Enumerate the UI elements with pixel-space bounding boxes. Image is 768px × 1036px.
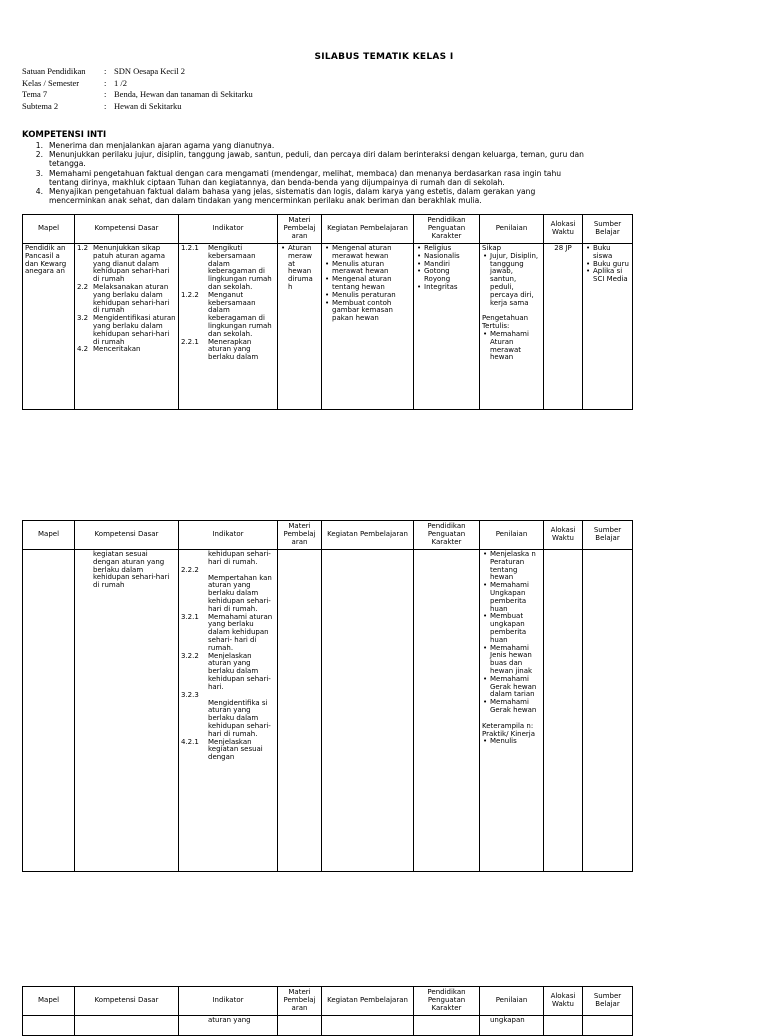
indikator-text: Menerapkan aturan yang berlaku dalam — [208, 337, 259, 362]
list-item — [22, 141, 587, 150]
indikator-text: Memahami aturan yang berlaku dalam kehidupan sehari- hari di rumah. — [208, 612, 273, 652]
indikator-number: 2.2.1 — [181, 337, 199, 346]
header-materi: Materi Pembelaj aran — [278, 521, 322, 550]
indikator-item — [181, 739, 275, 762]
indikator-item — [181, 245, 275, 292]
list-text: Menerima dan menjalankan ajaran agama yang dianutnya. — [49, 141, 275, 150]
list-item — [22, 169, 587, 187]
info-separator: : — [104, 77, 107, 88]
header-sumber: Sumber Belajar — [583, 987, 633, 1016]
info-row-subtema — [22, 101, 253, 113]
header-kegiatan: Kegiatan Pembelajaran — [322, 521, 414, 550]
kompetensi-inti-heading: KOMPETENSI INTI — [22, 130, 107, 140]
table-header-row — [23, 987, 633, 1016]
page-title: SILABUS TEMATIK KELAS I — [314, 52, 454, 62]
list-item: • Mengenal aturan merawat hewan — [324, 245, 411, 261]
list-item: • Religius — [416, 245, 477, 253]
list-item: • Memahami Aturan merawat hewan — [482, 331, 541, 362]
list-item: • Membuat ungkapan pemberita huan — [482, 613, 541, 644]
header-kegiatan: Kegiatan Pembelajaran — [322, 215, 414, 244]
indikator-number: 1.2.2 — [181, 290, 199, 299]
info-value: SDN Oesapa Kecil 2 — [114, 66, 186, 76]
indikator-number: 2.2.2 — [181, 565, 199, 574]
cell-penilaian — [480, 550, 544, 872]
header-ppk: Pendidikan Penguatan Karakter — [414, 521, 480, 550]
cell-ppk — [414, 244, 480, 410]
indikator-number: 3.2.1 — [181, 612, 199, 621]
header-kegiatan: Kegiatan Pembelajaran — [322, 987, 414, 1016]
header-mapel: Mapel — [23, 987, 75, 1016]
cell-penilaian: ungkapan — [480, 1016, 544, 1036]
indikator-continuation: kehidupan sehari-hari di rumah. — [208, 550, 271, 566]
info-value: Hewan di Sekitarku — [114, 100, 182, 111]
info-value: 1 /2 — [114, 77, 127, 88]
kompetensi-inti-list — [22, 141, 587, 205]
cell-ppk — [414, 1016, 480, 1036]
cell-indikator — [179, 244, 278, 410]
table-row — [23, 550, 633, 872]
table-header-row — [23, 215, 633, 244]
cell-alokasi — [544, 1016, 583, 1036]
table-header-row — [23, 521, 633, 550]
indikator-item — [181, 692, 275, 739]
info-separator: : — [104, 66, 107, 76]
indikator-number: 4.2.1 — [181, 737, 199, 746]
header-penilaian: Penilaian — [480, 521, 544, 550]
kd-number: 1.2 — [77, 244, 89, 252]
list-item: • Memahami Ungkapan pemberita huan — [482, 582, 541, 613]
indikator-number: 1.2.1 — [181, 244, 199, 252]
header-indikator: Indikator — [179, 521, 278, 550]
list-number: 2. — [35, 150, 43, 160]
info-row-satuan — [22, 66, 253, 78]
penilaian-sikap-label: Sikap — [482, 244, 502, 252]
list-number: 4. — [35, 187, 43, 197]
list-item — [22, 150, 587, 168]
cell-materi — [278, 1016, 322, 1036]
header-kompetensi-dasar: Kompetensi Dasar — [75, 521, 179, 550]
cell-alokasi: 28 JP — [544, 244, 583, 410]
kd-text: Mengidentifikasi aturan yang berlaku dalam kehidupan sehari-hari di rumah — [93, 314, 176, 346]
indikator-text: Menganut kebersamaan dalam keberagaman di lingkungan rumah dan sekolah. — [208, 290, 272, 338]
list-item: • Memahami Gerak hewan dalam tarian — [482, 676, 541, 699]
info-label: Subtema 2 — [22, 100, 59, 111]
header-mapel: Mapel — [23, 521, 75, 550]
info-separator: : — [104, 100, 107, 111]
syllabus-table-2 — [22, 520, 633, 872]
kd-item — [77, 346, 176, 354]
cell-penilaian — [480, 244, 544, 410]
list-item: • Mengenal aturan tentang hewan — [324, 276, 411, 292]
indikator-item — [181, 292, 275, 339]
list-item: • Jujur, Disiplin, tanggung jawab, santun, peduli, percaya diri, kerja sama — [482, 253, 541, 308]
indikator-number: 3.2.2 — [181, 651, 199, 660]
kd-text: Menunjukkan sikap patuh aturan agama yang dianut dalam kehidupan sehari-hari di rumah — [93, 244, 170, 284]
cell-kompetensi-dasar — [75, 1016, 179, 1036]
header-indikator: Indikator — [179, 987, 278, 1016]
kd-item — [77, 245, 176, 284]
kd-item — [77, 284, 176, 315]
list-item: • Buku siswa — [585, 245, 630, 261]
header-sumber: Sumber Belajar — [583, 521, 633, 550]
list-item: • Buku guru — [585, 261, 630, 269]
list-item: • Menjelaska n Peraturan tentang hewan — [482, 551, 541, 582]
header-indikator: Indikator — [179, 215, 278, 244]
cell-sumber — [583, 550, 633, 872]
cell-kompetensi-dasar — [75, 244, 179, 410]
cell-kompetensi-dasar: kegiatan sesuai dengan aturan yang berlaku dalam kehidupan sehari-hari di rumah — [75, 550, 179, 872]
kd-text: Melaksanakan aturan yang berlaku dalam kehidupan sehari-hari di rumah — [93, 282, 170, 315]
cell-indikator — [179, 550, 278, 872]
list-item: • Membuat contoh gambar kemasan pakan hewan — [324, 300, 411, 323]
table-row — [23, 1016, 633, 1036]
table-row — [23, 244, 633, 410]
penilaian-keterampilan-label: Keterampila n: Praktik/ Kinerja — [482, 721, 536, 738]
indikator-number: 3.2.3 — [181, 690, 199, 699]
indikator-text: Menjelaskan kegiatan sesuai dengan — [208, 737, 263, 762]
indikator-item — [181, 614, 275, 653]
cell-alokasi — [544, 550, 583, 872]
kd-number: 2.2 — [77, 282, 89, 291]
header-sumber: Sumber Belajar — [583, 215, 633, 244]
indikator-item — [181, 339, 275, 362]
header-materi: Materi Pembelaj aran — [278, 215, 322, 244]
syllabus-table-3 — [22, 986, 633, 1036]
penilaian-pengetahuan-label: Pengetahuan Tertulis: — [482, 314, 529, 331]
header-kompetensi-dasar: Kompetensi Dasar — [75, 215, 179, 244]
info-label: Kelas / Semester — [22, 77, 80, 88]
header-ppk: Pendidikan Penguatan Karakter — [414, 215, 480, 244]
list-item: • Menulis — [482, 738, 541, 746]
list-item: • Menulis aturan merawat hewan — [324, 261, 411, 277]
list-item: • Integritas — [416, 284, 477, 292]
info-separator: : — [104, 89, 107, 99]
cell-mapel: Pendidik an Pancasil a dan Kewarg anegara an — [23, 244, 75, 410]
cell-kegiatan — [322, 244, 414, 410]
list-item: • Aturan meraw at hewan diruma h — [280, 245, 319, 292]
header-alokasi: Alokasi Waktu — [544, 987, 583, 1016]
list-item: • Aplika si SCI Media — [585, 268, 630, 284]
header-ppk: Pendidikan Penguatan Karakter — [414, 987, 480, 1016]
header-mapel: Mapel — [23, 215, 75, 244]
header-penilaian: Penilaian — [480, 215, 544, 244]
list-item: • Memahami Jenis hewan buas dan hewan jinak — [482, 645, 541, 676]
info-value: Benda, Hewan dan tanaman di Sekitarku — [114, 89, 253, 99]
list-item: • Mandiri — [416, 261, 477, 269]
list-number: 3. — [35, 168, 43, 178]
list-text: Memahami pengetahuan faktual dengan cara mengamati (mendengar, melihat, membaca) dan menanya berdasarkan rasa ingin tahu tentang dirinya, makhluk ciptaan Tuhan dan kegiatannya, dan benda-benda yang dijumpainya di rumah dan di sekolah. — [49, 168, 562, 187]
list-text: Menyajikan pengetahuan faktual dalam bahasa yang jelas, sistematis dan logis, dalam karya yang estetis, dalam gerakan yang mencerminkan anak sehat, dan dalam tindakan yang mencerminkan perilaku anak beriman dan berakhlak mulia. — [49, 187, 536, 206]
header-materi: Materi Pembelaj aran — [278, 987, 322, 1016]
info-label: Tema 7 — [22, 89, 48, 99]
cell-sumber — [583, 1016, 633, 1036]
cell-mapel — [23, 1016, 75, 1036]
kd-text: Menceritakan — [93, 345, 141, 354]
header-penilaian: Penilaian — [480, 987, 544, 1016]
indikator-item — [181, 567, 275, 614]
syllabus-table-1 — [22, 214, 633, 410]
list-item: • Nasionalis — [416, 253, 477, 261]
indikator-text: Mengikuti kebersamaan dalam keberagaman di lingkungan rumah dan sekolah. — [208, 244, 272, 291]
list-item: • Menulis peraturan — [324, 292, 411, 300]
header-alokasi: Alokasi Waktu — [544, 215, 583, 244]
header-alokasi: Alokasi Waktu — [544, 521, 583, 550]
indikator-text: Menjelaskan aturan yang berlaku dalam kehidupan sehari- hari. — [208, 651, 271, 691]
kd-item — [77, 315, 176, 346]
cell-kegiatan — [322, 550, 414, 872]
list-text: Menunjukkan perilaku jujur, disiplin, tanggung jawab, santun, peduli, dan percaya diri dalam berinteraksi dengan keluarga, teman, guru dan tetangga. — [49, 150, 584, 169]
indikator-item — [181, 653, 275, 692]
indikator-text: Mempertahan kan aturan yang berlaku dalam kehidupan sehari- hari di rumah. — [208, 573, 272, 613]
header-kompetensi-dasar: Kompetensi Dasar — [75, 987, 179, 1016]
list-item — [22, 187, 587, 205]
cell-materi — [278, 244, 322, 410]
cell-mapel — [23, 550, 75, 872]
kd-number: 4.2 — [77, 345, 89, 354]
cell-materi — [278, 550, 322, 872]
cell-ppk — [414, 550, 480, 872]
cell-sumber — [583, 244, 633, 410]
cell-indikator: aturan yang — [179, 1016, 278, 1036]
kd-number: 3.2 — [77, 314, 89, 323]
list-item: • Memahami Gerak hewan — [482, 699, 541, 715]
list-item: • Gotong Royong — [416, 268, 477, 284]
info-row-kelas — [22, 78, 253, 90]
indikator-text: Mengidentifika si aturan yang berlaku dalam kehidupan sehari- hari di rumah. — [208, 698, 271, 738]
info-row-tema — [22, 89, 253, 101]
identity-block — [22, 66, 253, 112]
info-label: Satuan Pendidikan — [22, 66, 86, 76]
cell-kegiatan — [322, 1016, 414, 1036]
list-number: 1. — [35, 141, 43, 150]
